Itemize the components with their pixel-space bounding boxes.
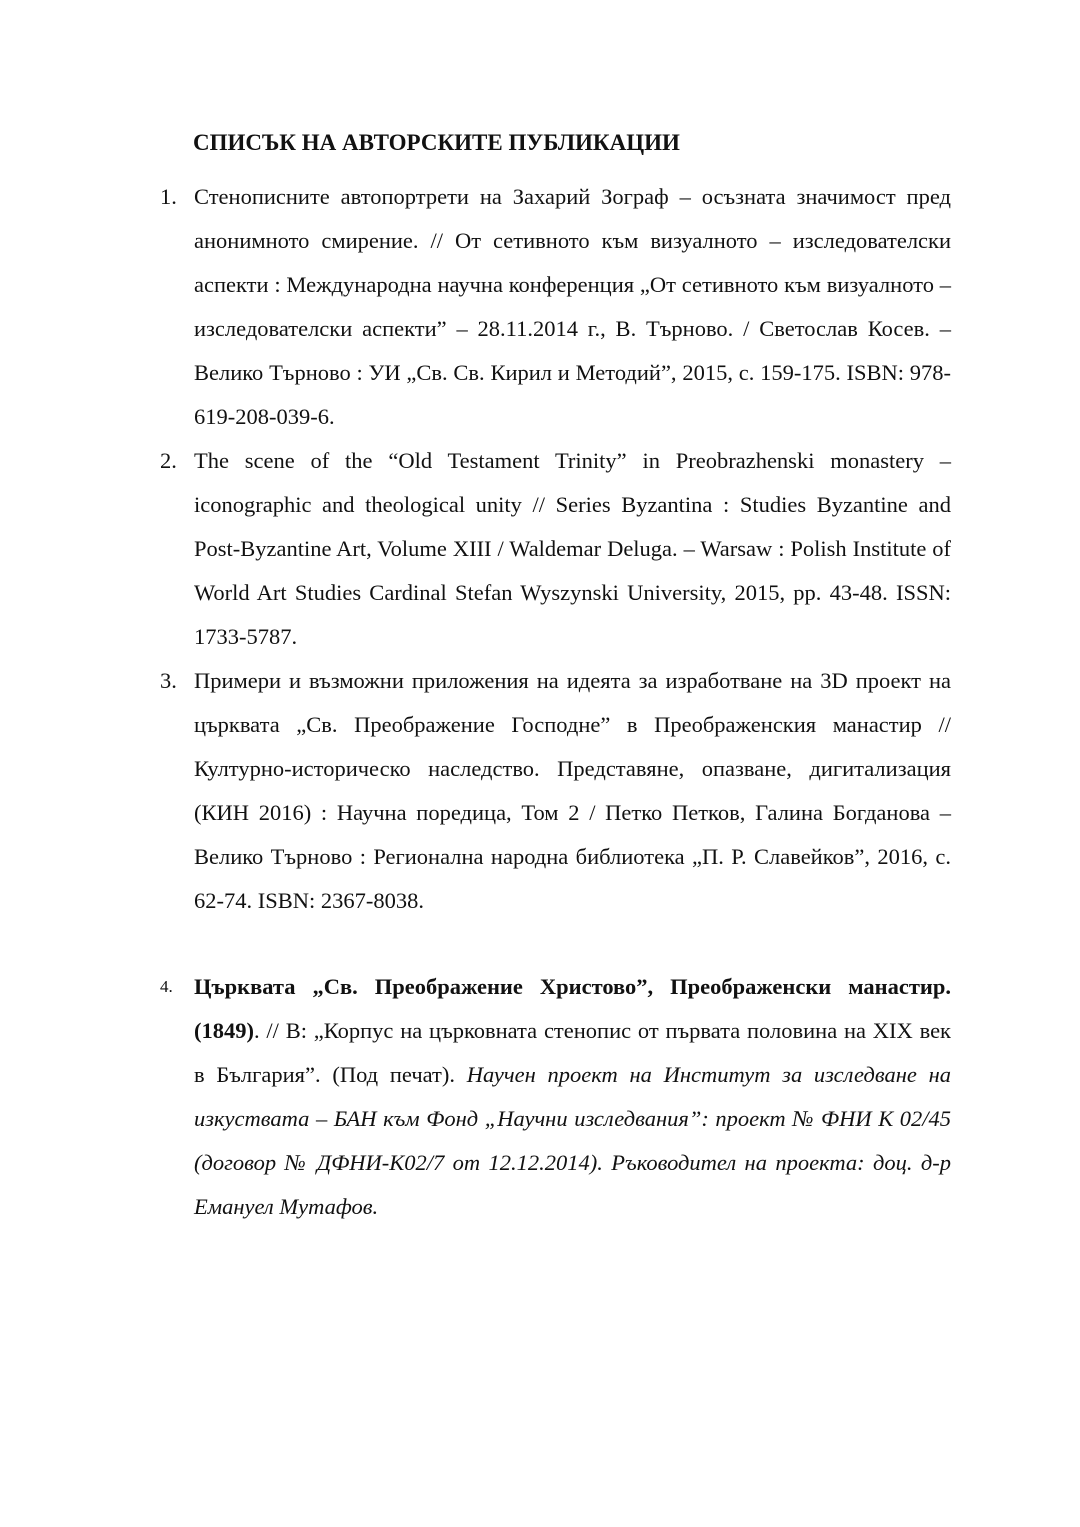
publication-item xyxy=(160,965,951,1229)
publication-item xyxy=(160,659,951,923)
publication-text xyxy=(194,965,951,1229)
publication-item xyxy=(160,439,951,659)
publication-number: 1. xyxy=(160,184,177,209)
publication-number: 4. xyxy=(160,977,173,996)
publication-text: Примери и възможни приложения на идеята за изработване на 3D проект на църквата „Св. Преображение Господне” в Преображенския манастир // Културно-историческо наследство. Представяне, опазване, дигитализация (КИН 2016) : Научна поредица, Том 2 / Петко Петков, Галина Богданова – Велико Търново : Регионална народна библиотека „П. Р. Славейков”, 2016, с. 62-74. ISBN: 2367-8038. xyxy=(194,668,951,913)
publication-item xyxy=(160,175,951,439)
publication-number: 2. xyxy=(160,448,177,473)
page-title: СПИСЪК НА АВТОРСКИТЕ ПУБЛИКАЦИИ xyxy=(193,130,680,155)
publication-text: The scene of the “Old Testament Trinity” in Preobrazhenski monastery – iconographic and theological unity // Series Byzantina : Studies Byzantine and Post-Byzantine Art, Volume XIII / Waldemar Deluga. – Warsaw : Polish Institute of World Art Studies Cardinal Stefan Wyszynski University, 2015, pp. 43-48. ISSN: 1733-5787. xyxy=(194,448,951,649)
publication-project-note: Научен проект на Институт за изследване на изкуствата – БАН към Фонд „Научни изследвания”: проект № ФНИ К 02/45 (договор № ДФНИ-К02/7 от 12.12.2014). Ръководител на проекта: доц. д-р Емануел Мутафов. xyxy=(194,1062,951,1219)
publication-bold-title: Църквата „Св. Преображение Христово”, Преображенски манастир. (1849) xyxy=(194,974,951,1043)
publication-text: Стенописните автопортрети на Захарий Зограф – осъзната значимост пред анонимното смирение. // От сетивното към визуалното – изследователски аспекти : Международна научна конференция „От сетивното към визуалното – изследователски аспекти” – 28.11.2014 г., В. Търново. / Светослав Косев. – Велико Търново : УИ „Св. Св. Кирил и Методий”, 2015, с. 159-175. ISBN: 978-619-208-039-6. xyxy=(194,184,951,429)
publication-number: 3. xyxy=(160,668,177,693)
publication-citation: . // В: „Корпус на църковната стенопис от първата половина на XIX век в България”. (Под печат). xyxy=(194,1018,951,1087)
